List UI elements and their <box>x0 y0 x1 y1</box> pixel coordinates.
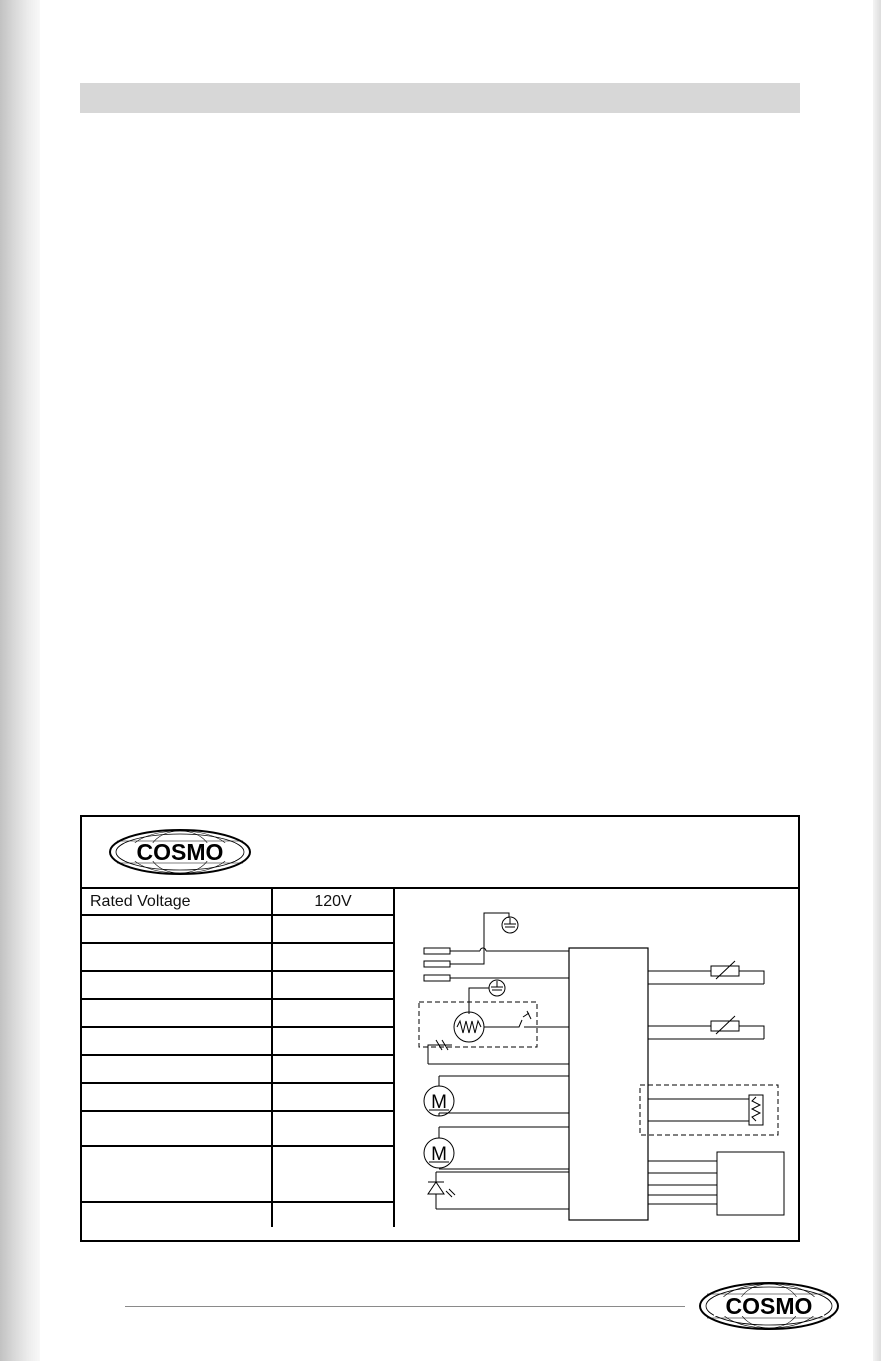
panel-header <box>82 817 798 889</box>
plug-pin-icon <box>424 961 450 967</box>
spec-value <box>272 1202 394 1227</box>
binding-spine <box>0 0 40 1361</box>
spec-value <box>272 943 394 971</box>
spec-label <box>82 1055 272 1083</box>
spec-value <box>272 1027 394 1055</box>
spec-label <box>82 999 272 1027</box>
table-row <box>82 1202 394 1227</box>
spec-value <box>272 1146 394 1202</box>
spec-table <box>82 889 395 1227</box>
table-row <box>82 943 394 971</box>
table-row <box>82 999 394 1027</box>
spec-value <box>272 971 394 999</box>
motor-label: M <box>431 1092 447 1113</box>
table-row <box>82 915 394 943</box>
resistor-module <box>640 1085 778 1135</box>
plug-pin-icon <box>424 948 450 954</box>
spec-value <box>272 999 394 1027</box>
table-row <box>82 1055 394 1083</box>
spec-value: 120V <box>272 889 394 915</box>
spec-label <box>82 971 272 999</box>
wiring-diagram-panel <box>80 815 800 1242</box>
cosmo-logo <box>107 828 253 876</box>
plug-pin-icon <box>424 975 450 981</box>
spec-label <box>82 1111 272 1146</box>
table-row <box>82 1027 394 1055</box>
spec-value <box>272 1055 394 1083</box>
table-row <box>82 971 394 999</box>
table-row <box>82 1146 394 1202</box>
spec-value <box>272 1111 394 1146</box>
table-row <box>82 1083 394 1111</box>
page-edge <box>873 0 881 1361</box>
led-icon <box>428 1182 444 1194</box>
spec-value <box>272 915 394 943</box>
footer-rule <box>125 1306 685 1307</box>
spec-label <box>82 1202 272 1227</box>
spec-label <box>82 1027 272 1055</box>
table-row <box>82 1111 394 1146</box>
control-board <box>569 948 648 1220</box>
heater-icon <box>454 1012 484 1042</box>
motor-label: M <box>431 1144 447 1165</box>
display-connector <box>717 1152 784 1215</box>
spec-value <box>272 1083 394 1111</box>
spec-label <box>82 1146 272 1202</box>
wiring-schematic <box>394 889 798 1240</box>
spec-label <box>82 943 272 971</box>
spec-label <box>82 915 272 943</box>
spec-label <box>82 1083 272 1111</box>
footer-cosmo-logo <box>697 1281 841 1331</box>
spec-label: Rated Voltage <box>82 889 272 915</box>
table-row <box>82 889 394 915</box>
cosmo-logo-text: COSMO <box>136 839 224 865</box>
footer-logo-text: COSMO <box>725 1293 813 1319</box>
section-header-band <box>80 83 800 113</box>
